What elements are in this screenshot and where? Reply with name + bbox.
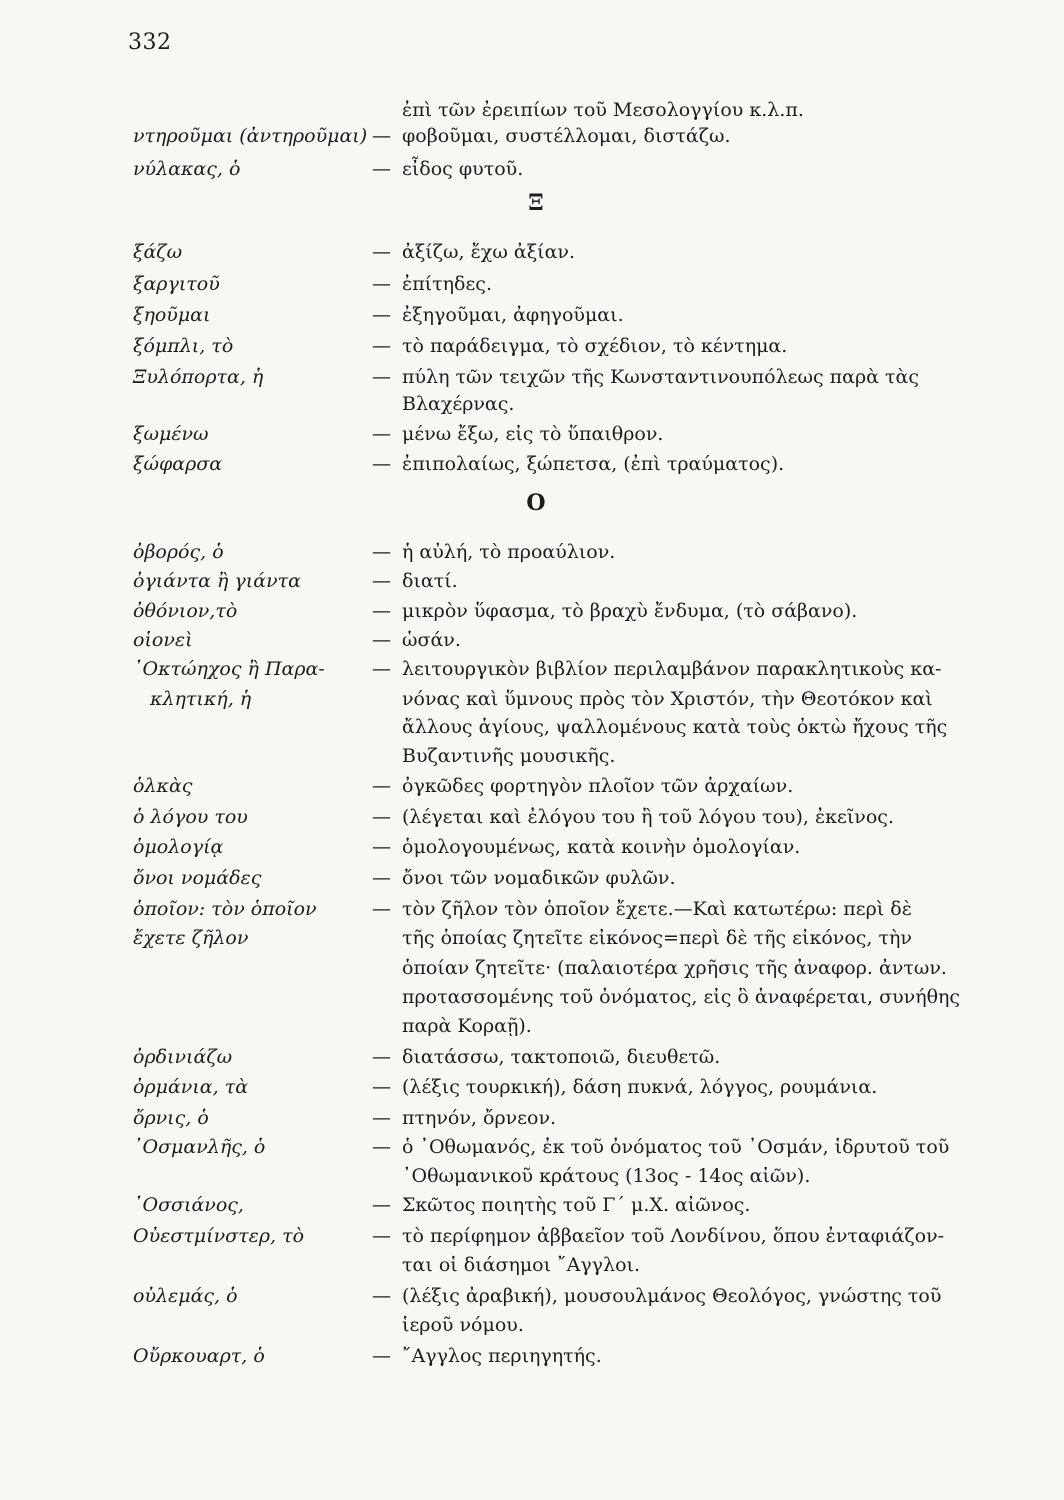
definition-line: Βυζαντινῆς μουσικῆς. (402, 745, 616, 767)
entry-term: ξαργιτοῦ (133, 273, 220, 295)
definition-line: παρὰ Κοραῇ). (402, 1015, 532, 1037)
section-letter: Ο (526, 490, 546, 516)
entry-term: ὁ λόγου του (133, 806, 248, 828)
entry-dash: — (372, 600, 391, 622)
entry-dash: — (372, 125, 391, 147)
definition-line: ὁμολογουμένως, κατὰ κοινὴν ὁμολογίαν. (402, 836, 801, 858)
entry-dash: — (372, 1285, 391, 1307)
entry-dash: — (372, 1345, 391, 1367)
entry-term: Ξυλόπορτα, ἡ (133, 366, 264, 388)
entry-term: ὀγιάντα ἢ γιάντα (133, 570, 301, 592)
definition-line: πτηνόν, ὄρνεον. (402, 1107, 557, 1129)
entry-term: οἱονεὶ (133, 629, 193, 651)
entry-term: οὐλεμάς, ὁ (133, 1285, 238, 1307)
entry-dash: — (372, 775, 391, 797)
entry-term: ὁποῖον: τὸν ὁποῖον (133, 898, 317, 920)
entry-dash: — (372, 570, 391, 592)
entry-term: ὀρδινιάζω (133, 1046, 233, 1068)
entry-term: ᾿Οσσιάνος, (133, 1194, 244, 1216)
definition-line: ἐπὶ τῶν ἐρειπίων τοῦ Μεσολογγίου κ.λ.π. (402, 99, 804, 121)
entry-term: νύλακας, ὁ (133, 158, 241, 180)
definition-line: μένω ἔξω, εἰς τὸ ὕπαιθρον. (402, 423, 664, 445)
entry-term: ᾿Οσμανλῆς, ὁ (133, 1136, 266, 1158)
entry-dash: — (372, 1136, 391, 1158)
definition-line: ῎Αγγλος περιηγητής. (402, 1345, 602, 1367)
definition-line: (λέξις τουρκική), δάση πυκνά, λόγγος, ρουμάνια. (402, 1076, 878, 1098)
entry-term: ὀρμάνια, τὰ (133, 1076, 249, 1098)
definition-line: φοβοῦμαι, συστέλλομαι, διστάζω. (402, 125, 731, 147)
definition-line: ἐξηγοῦμαι, ἀφηγοῦμαι. (402, 304, 624, 326)
entry-dash: — (372, 453, 391, 475)
definition-line: (λέγεται καὶ ἐλόγου του ἢ τοῦ λόγου του), ἐκεῖνος. (402, 806, 894, 828)
entry-dash: — (372, 806, 391, 828)
entry-term: ξηοῦμαι (133, 304, 211, 326)
definition-line: τὸ περίφημον ἀββαεῖον τοῦ Λονδίνου, ὅπου ἐνταφιάζον- (402, 1225, 945, 1247)
definition-line: λειτουργικὸν βιβλίον περιλαμβάνον παρακλητικοὺς κα- (402, 658, 942, 680)
entry-dash: — (372, 836, 391, 858)
entry-dash: — (372, 158, 391, 180)
entry-term: ξωμένω (133, 423, 209, 445)
entry-dash: — (372, 629, 391, 651)
entry-dash: — (372, 1225, 391, 1247)
entry-dash: — (372, 1046, 391, 1068)
definition-line: (λέξις ἀραβική), μουσουλμάνος Θεολόγος, γνώστης τοῦ (402, 1285, 942, 1307)
entry-dash: — (372, 1194, 391, 1216)
definition-line: νόνας καὶ ὕμνους πρὸς τὸν Χριστόν, τὴν Θεοτόκον καὶ (402, 688, 933, 710)
definition-line: διατί. (402, 570, 458, 592)
section-letter: Ξ (528, 190, 544, 216)
entry-term: ξόμπλι, τὸ (133, 335, 234, 357)
definition-line: μικρὸν ὕφασμα, τὸ βραχὺ ἔνδυμα, (τὸ σάβανο). (402, 600, 858, 622)
definition-line: ὀγκῶδες φορτηγὸν πλοῖον τῶν ἀρχαίων. (402, 775, 794, 797)
entry-term: ξώφαρσα (133, 453, 223, 475)
entry-dash: — (372, 867, 391, 889)
entry-dash: — (372, 658, 391, 680)
definition-line: διατάσσω, τακτοποιῶ, διευθετῶ. (402, 1046, 721, 1068)
definition-line: εἶδος φυτοῦ. (402, 158, 524, 180)
entry-term: ὄνοι νομάδες (133, 867, 262, 889)
entry-dash: — (372, 241, 391, 263)
definition-line: ἐπίτηδες. (402, 273, 492, 295)
entry-dash: — (372, 273, 391, 295)
definition-line: ὁποίαν ζητεῖτε· (παλαιοτέρα χρῆσις τῆς ἀναφορ. ἀντων. (402, 957, 947, 979)
entry-term: ὁλκὰς (133, 775, 193, 797)
entry-term-continuation: κλητική, ἡ (150, 688, 252, 710)
definition-line: ἄλλους ἁγίους, ψαλλομένους κατὰ τοὺς ὀκτὼ ἤχους τῆς (402, 716, 948, 738)
definition-line: προτασσομένης τοῦ ὀνόματος, εἰς ὃ ἀναφέρεται, συνήθης (402, 986, 961, 1008)
definition-line: ἐπιπολαίως, ξώπετσα, (ἐπὶ τραύματος). (402, 453, 785, 475)
definition-line: Σκῶτος ποιητὴς τοῦ Γ΄ μ.Χ. αἰῶνος. (402, 1194, 751, 1216)
definition-line: πύλη τῶν τειχῶν τῆς Κωνσταντινουπόλεως παρὰ τὰς (402, 366, 919, 388)
definition-line: Βλαχέρνας. (402, 393, 515, 415)
entry-term: ντηροῦμαι (ἀντηροῦμαι) (133, 125, 368, 147)
definition-line: ἀξίζω, ἔχω ἀξίαν. (402, 241, 576, 263)
entry-term: ὁμολογίᾳ (133, 836, 224, 858)
entry-term: ὀβορός, ὁ (133, 541, 224, 563)
entry-dash: — (372, 1076, 391, 1098)
definition-line: ὄνοι τῶν νομαδικῶν φυλῶν. (402, 867, 676, 889)
definition-line: ἡ αὐλή, τὸ προαύλιον. (402, 541, 616, 563)
entry-term: Οὔρκουαρτ, ὁ (133, 1345, 265, 1367)
entry-term: Οὐεστμίνστερ, τὸ (133, 1225, 305, 1247)
entry-term-continuation: ἔχετε ζῆλον (133, 927, 249, 949)
definition-line: τὸν ζῆλον τὸν ὁποῖον ἔχετε.—Καὶ κατωτέρω: περὶ δὲ (402, 898, 912, 920)
entry-dash: — (372, 1107, 391, 1129)
entry-dash: — (372, 366, 391, 388)
definition-line: ἱεροῦ νόμου. (402, 1314, 524, 1336)
definition-line: ται οἱ διάσημοι ῎Αγγλοι. (402, 1254, 641, 1276)
entry-dash: — (372, 335, 391, 357)
entry-term: ξάζω (133, 241, 183, 263)
entry-dash: — (372, 898, 391, 920)
entry-term: ὀθόνιον,τὸ (133, 600, 238, 622)
entry-term: ᾿Οκτώηχος ἢ Παρα- (133, 658, 325, 680)
definition-line: ᾿Οθωμανικοῦ κράτους (13ος - 14ος αἰῶν). (402, 1165, 811, 1187)
entry-dash: — (372, 304, 391, 326)
entry-term: ὄρνις, ὁ (133, 1107, 209, 1129)
definition-line: τὸ παράδειγμα, τὸ σχέδιον, τὸ κέντημα. (402, 335, 788, 357)
entry-dash: — (372, 541, 391, 563)
definition-line: ὁ ᾿Οθωμανός, ἐκ τοῦ ὀνόματος τοῦ ᾿Οσμάν, ἱδρυτοῦ τοῦ (402, 1136, 950, 1158)
entry-dash: — (372, 423, 391, 445)
definition-line: ὡσάν. (402, 629, 461, 651)
page-number: 332 (128, 30, 172, 55)
definition-line: τῆς ὁποίας ζητεῖτε εἰκόνος=περὶ δὲ τῆς εἰκόνος, τὴν (402, 927, 912, 949)
